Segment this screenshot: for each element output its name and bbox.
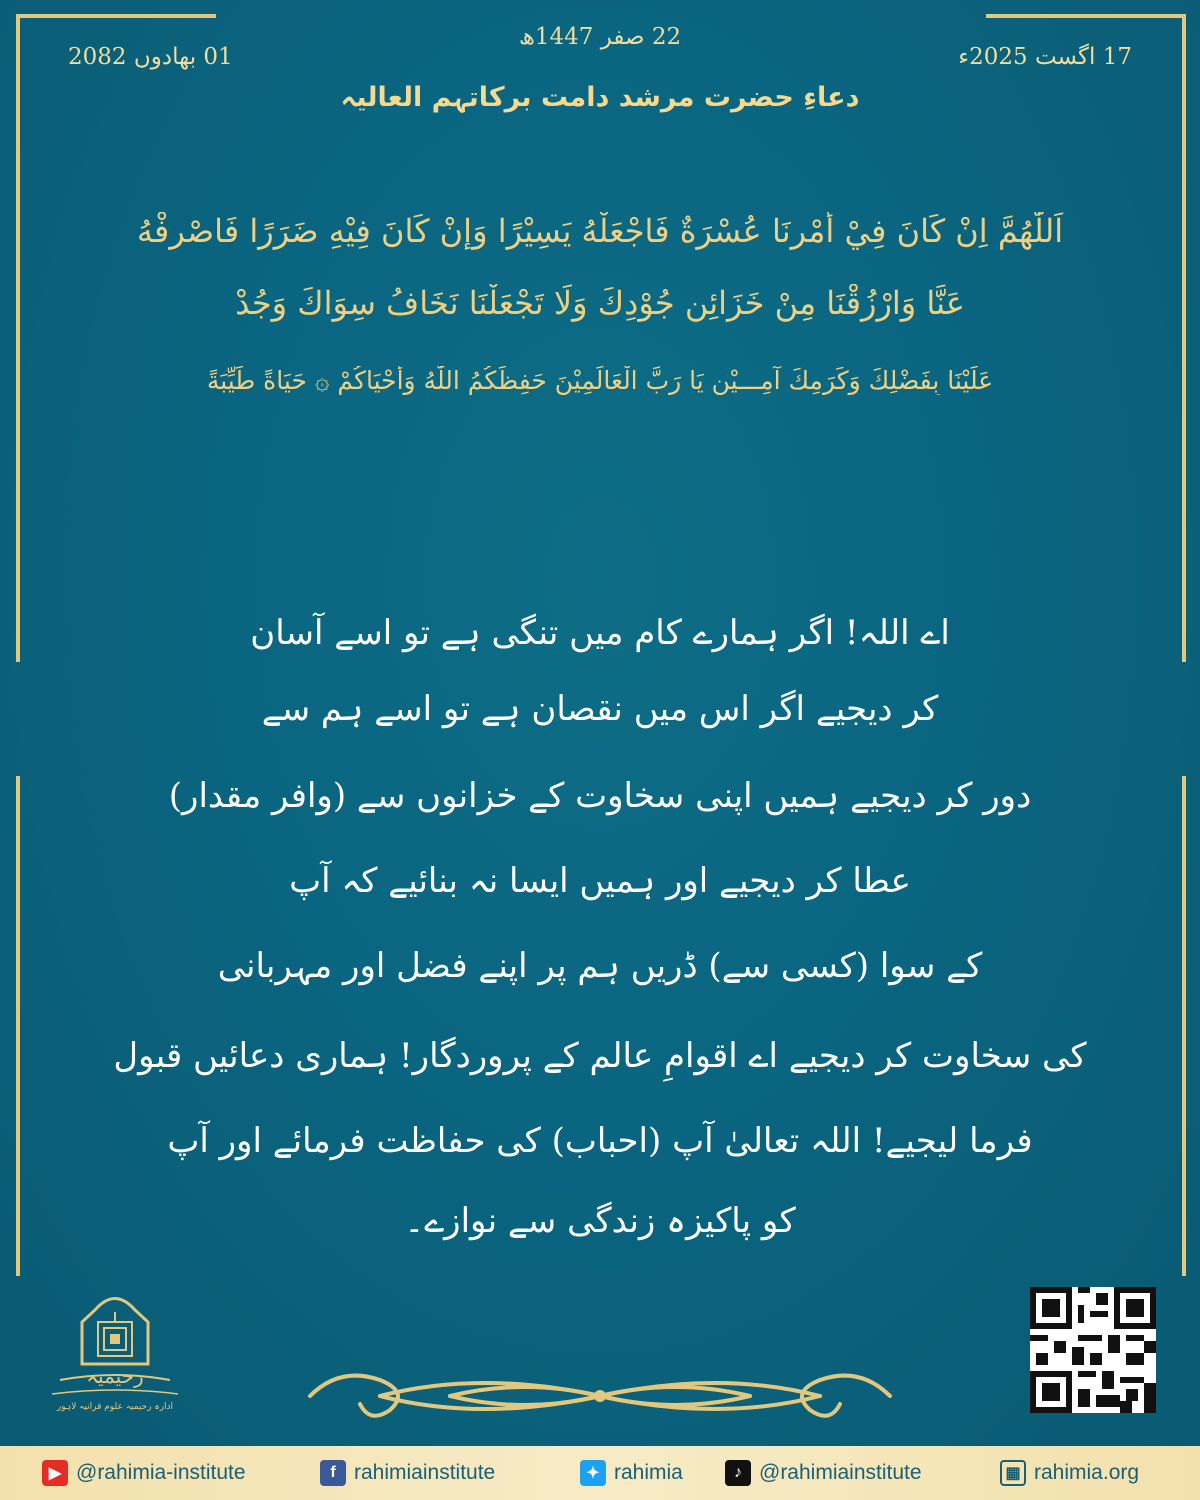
youtube-handle: @rahimia-institute	[76, 1461, 246, 1484]
arabic-dua-line-2: عَنَّا وَارْزُقْنَا مِنْ خَزَائِنِ جُوْدِكَ وَلَا تَجْعَلْنَا نَخَافُ سِوَاكَ وَجُدْ	[235, 284, 965, 322]
urdu-line-5: کے سوا (کسی سے) ڈریں ہم پر اپنے فضل اور مہربانی	[217, 946, 983, 986]
social-footer	[0, 1446, 1200, 1500]
logo-name: رحیمیہ	[86, 1364, 144, 1388]
facebook-handle: rahimiainstitute	[354, 1461, 496, 1484]
website-icon: ▦	[1000, 1460, 1026, 1486]
urdu-line-1: اے اللہ! اگر ہمارے کام میں تنگی ہے تو اسے آسان	[250, 613, 950, 653]
frame-right-lower	[1182, 776, 1186, 1276]
bikrami-date: 01 بھادوں 2082	[68, 44, 233, 70]
qr-code-icon[interactable]	[1030, 1287, 1156, 1413]
urdu-line-7: فرما لیجیے! اللہ تعالیٰ آپ (احباب) کی حفاظت فرمائے اور آپ	[167, 1121, 1033, 1161]
tiktok-link[interactable]	[725, 1446, 922, 1500]
rahimia-logo	[40, 1282, 190, 1432]
youtube-link[interactable]	[42, 1446, 246, 1500]
arabic-dua-line-1: اَللّٰهُمَّ اِنْ كَانَ فِيْ أَمْرِنَا عُسْرَةٌ فَاجْعَلْهُ يَسِيْرًا وَإِنْ كَانَ فِيْهِ ضَرَرًا فَاصْرِفْهُ	[136, 212, 1064, 250]
website-url: rahimia.org	[1034, 1461, 1140, 1484]
urdu-line-8: کو پاکیزہ زندگی سے نوازے۔	[404, 1201, 796, 1241]
tiktok-handle: @rahimiainstitute	[759, 1461, 922, 1484]
qr-code-graphic	[1030, 1287, 1156, 1413]
frame-left-lower	[16, 776, 20, 1276]
logo-subtitle: ادارہ رحیمیہ علوم قرآنیہ لاہور	[56, 1402, 174, 1412]
page-title: دعاءِ حضرت مرشد دامت برکاتہم العالیہ	[340, 82, 860, 113]
hijri-date: 22 صفر 1447ھ	[518, 24, 682, 50]
urdu-line-2: کر دیجیے اگر اس میں نقصان ہے تو اسے ہم سے	[261, 689, 939, 729]
urdu-line-3: دور کر دیجیے ہمیں اپنی سخاوت کے خزانوں سے (وافر مقدار)	[168, 776, 1032, 816]
urdu-line-6: کی سخاوت کر دیجیے اے اقوامِ عالم کے پروردگار! ہماری دعائیں قبول	[113, 1036, 1087, 1076]
twitter-link[interactable]	[580, 1446, 683, 1500]
facebook-icon: f	[320, 1460, 346, 1486]
frame-top-left	[16, 14, 216, 18]
facebook-link[interactable]	[320, 1446, 495, 1500]
urdu-line-4: عطا کر دیجیے اور ہمیں ایسا نہ بنائیے کہ آپ	[289, 861, 911, 901]
arabic-dua-line-3: عَلَيْنَا بِفَضْلِكَ وَكَرَمِكَ آمِـــيْن يَا رَبَّ الْعَالَمِيْنَ حَفِظَكُمُ اللّٰهُ وَأَحْيَاكُمْ ۞ حَيَاةً طَيِّبَةً	[206, 366, 994, 395]
tiktok-icon: ♪	[725, 1460, 751, 1486]
twitter-handle: rahimia	[614, 1461, 683, 1484]
ornamental-divider	[300, 1360, 900, 1432]
youtube-icon: ▶	[42, 1460, 68, 1486]
gregorian-date: 17 اگست 2025ء	[958, 44, 1132, 70]
frame-top-right	[986, 14, 1186, 18]
website-link[interactable]	[1000, 1446, 1139, 1500]
twitter-icon: ✦	[580, 1460, 606, 1486]
